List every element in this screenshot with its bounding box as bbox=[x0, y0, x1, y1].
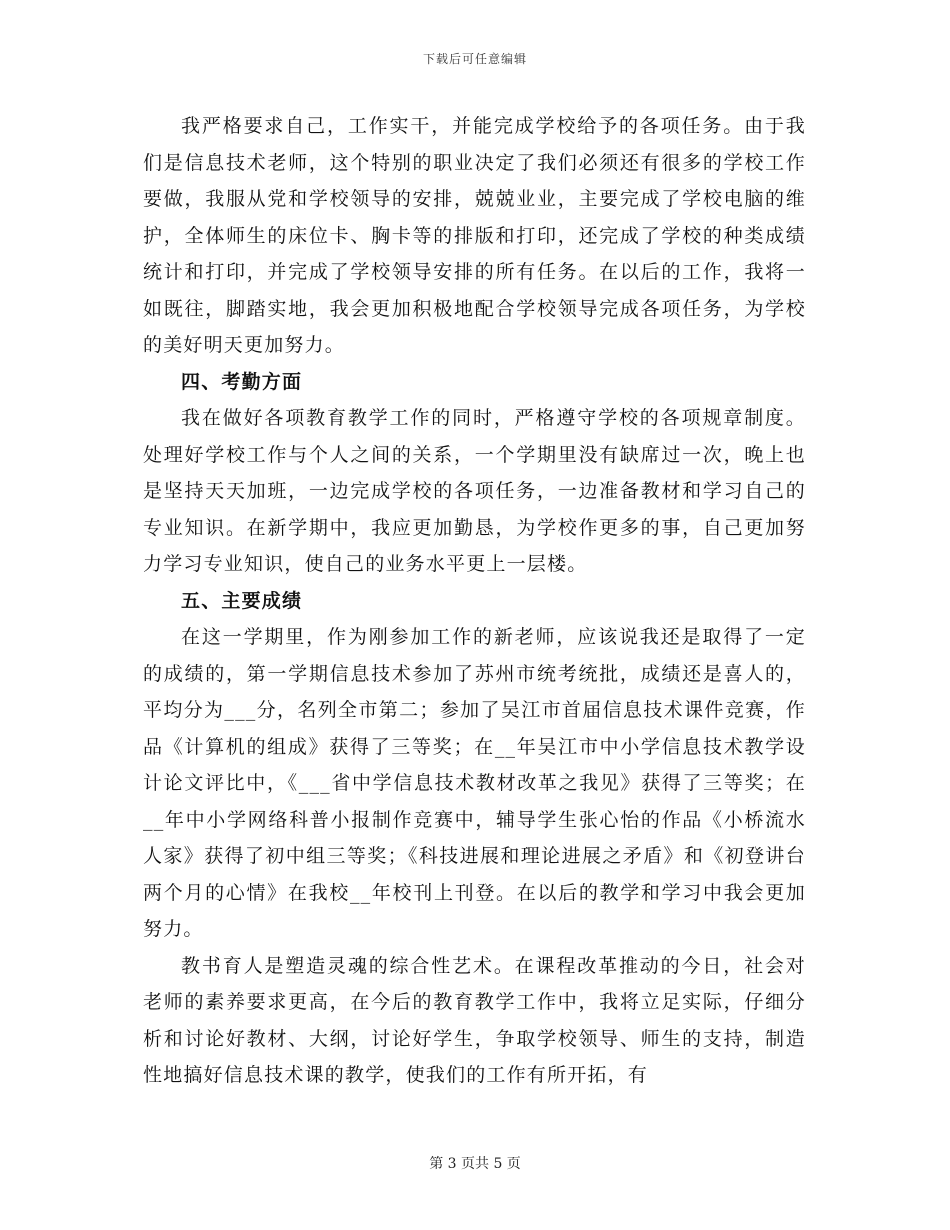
paragraph-attendance: 我在做好各项教育教学工作的同时，严格遵守学校的各项规章制度。处理好学校工作与个人之间的关系，一个学期里没有缺席过一次，晚上也是坚持天天加班，一边完成学校的各项任务，一边准备教材和学习自己的专业知识。在新学期中，我应更加勤恳，为学校作更多的事，自己更加努力学习专业知识，使自己的业务水平更上一层楼。 bbox=[143, 407, 806, 575]
paragraph-duties: 我严格要求自己，工作实干，并能完成学校给予的各项任务。由于我们是信息技术老师，这个特别的职业决定了我们必须还有很多的学校工作要做，我服从党和学校领导的安排，兢兢业业，主要完成了学校电脑的维护，全体师生的床位卡、胸卡等的排版和打印，还完成了学校的种类成绩统计和打印，并完成了学校领导安排的所有任务。在以后的工作，我将一如既往，脚踏实地，我会更加积极地配合学校领导完成各项任务，为学校的美好明天更加努力。 bbox=[143, 115, 806, 356]
page-footer: 第 3 页共 5 页 bbox=[429, 1156, 521, 1172]
paragraph-outlook: 教书育人是塑造灵魂的综合性艺术。在课程改革推动的今日，社会对老师的素养要求更高，在今后的教育教学工作中，我将立足实际，仔细分析和讨论好教材、大纲，讨论好学生，争取学校领导、师生的支持，制造性地搞好信息技术课的教学，使我们的工作有所开拓，有 bbox=[143, 954, 806, 1086]
section-heading-attendance: 四、考勤方面 bbox=[181, 370, 303, 393]
paragraph-achievements: 在这一学期里，作为刚参加工作的新老师，应该说我还是取得了一定的成绩的，第一学期信息技术参加了苏州市统考统批，成绩还是喜人的，平均分为___分，名列全市第二；参加了吴江市首届信息技术课件竞赛，作品《计算机的组成》获得了三等奖；在__年吴江市中小学信息技术教学设计论文评比中，《___省中学信息技术教材改革之我见》获得了三等奖；在__年中小学网络科普小报制作竞赛中，辅导学生张心怡的作品《小桥流水人家》获得了初中组三等奖；《科技进展和理论进展之矛盾》和《初登讲台两个月的心情》在我校__年校刊上刊登。在以后的教学和学习中我会更加努力。 bbox=[143, 626, 806, 940]
section-heading-achievements: 五、主要成绩 bbox=[181, 589, 303, 612]
page-header: 下载后可任意编辑 bbox=[422, 52, 527, 66]
document-body bbox=[143, 108, 806, 1094]
